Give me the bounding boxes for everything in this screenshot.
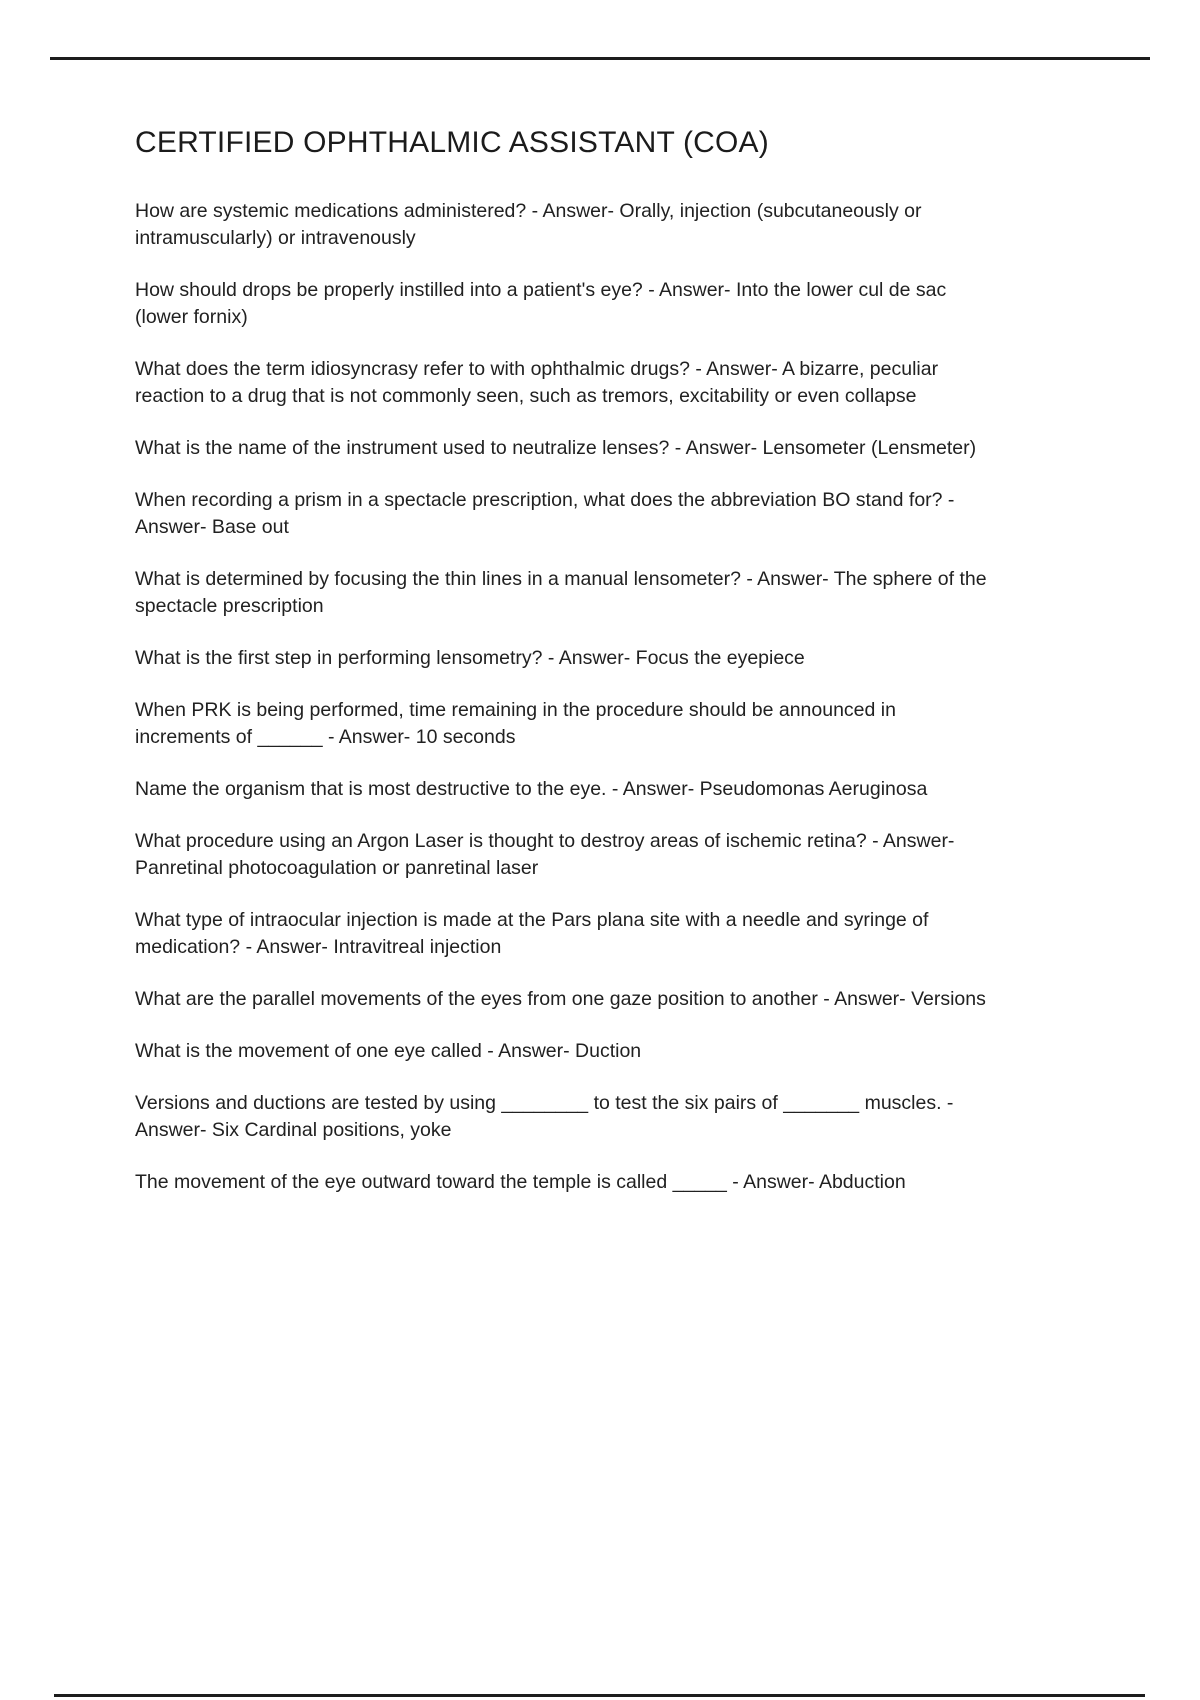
bottom-horizontal-rule: [54, 1694, 1145, 1697]
top-horizontal-rule: [50, 57, 1150, 60]
qa-paragraph: What is determined by focusing the thin lines in a manual lensometer? - Answer- The sphere of the spectacle prescription: [135, 568, 987, 617]
document-content: [135, 122, 995, 1221]
qa-paragraph: How are systemic medications administered? - Answer- Orally, injection (subcutaneously or intramuscularly) or intravenously: [135, 200, 922, 249]
qa-paragraph: What is the first step in performing lensometry? - Answer- Focus the eyepiece: [135, 647, 805, 669]
qa-paragraph: What does the term idiosyncrasy refer to with ophthalmic drugs? - Answer- A bizarre, peculiar reaction to a drug that is not commonly seen, such as tremors, excitability or even collapse: [135, 358, 939, 407]
qa-paragraph: When PRK is being performed, time remaining in the procedure should be announced in increments of ______ - Answer- 10 seconds: [135, 699, 896, 748]
page-title: CERTIFIED OPHTHALMIC ASSISTANT (COA): [135, 126, 769, 159]
qa-paragraph: When recording a prism in a spectacle prescription, what does the abbreviation BO stand for? - Answer- Base out: [135, 489, 955, 538]
qa-paragraph: Versions and ductions are tested by using ________ to test the six pairs of _______ muscles. - Answer- Six Cardinal positions, yoke: [135, 1092, 954, 1141]
qa-paragraph: What type of intraocular injection is made at the Pars plana site with a needle and syringe of medication? - Answer- Intravitreal injection: [135, 909, 929, 958]
qa-paragraph: What are the parallel movements of the eyes from one gaze position to another - Answer- Versions: [135, 988, 986, 1010]
qa-paragraph: What procedure using an Argon Laser is thought to destroy areas of ischemic retina? - Answer- Panretinal photocoagulation or panretinal laser: [135, 830, 955, 879]
qa-paragraph: Name the organism that is most destructive to the eye. - Answer- Pseudomonas Aeruginosa: [135, 778, 928, 800]
qa-paragraph: How should drops be properly instilled into a patient's eye? - Answer- Into the lower cul de sac (lower fornix): [135, 279, 947, 328]
qa-paragraph: The movement of the eye outward toward the temple is called _____ - Answer- Abduction: [135, 1171, 906, 1193]
qa-paragraph: What is the name of the instrument used to neutralize lenses? - Answer- Lensometer (Lensmeter): [135, 437, 977, 459]
qa-paragraph: What is the movement of one eye called - Answer- Duction: [135, 1040, 642, 1062]
